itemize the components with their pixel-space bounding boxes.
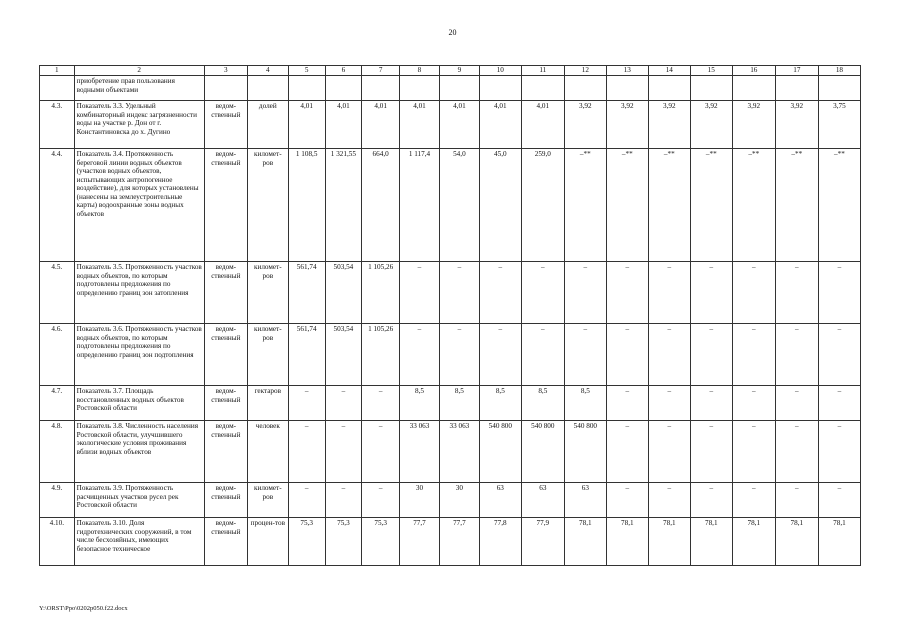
table-row: [40, 262, 861, 324]
indicator-source: ведом-ственный: [204, 262, 247, 324]
value-cell: 30: [400, 483, 440, 518]
value-cell: –**: [818, 149, 860, 262]
value-cell: 63: [521, 483, 564, 518]
value-cell: –: [775, 324, 818, 386]
value-cell: 664,0: [362, 149, 400, 262]
value-cell: –: [690, 262, 732, 324]
value-cell: –: [400, 262, 440, 324]
value-cell: 8,5: [479, 386, 521, 421]
value-cell: 503,54: [325, 262, 362, 324]
unit-of-measure: процен-тов: [247, 518, 288, 566]
value-cell: 3,92: [606, 101, 648, 149]
value-cell: 503,54: [325, 324, 362, 386]
table-body: [40, 66, 861, 566]
value-cell: –: [479, 324, 521, 386]
value-cell: 4,01: [439, 101, 479, 149]
value-cell: 4,01: [288, 101, 325, 149]
value-cell: 4,01: [479, 101, 521, 149]
column-header-9: 9: [439, 66, 479, 76]
value-cell: 8,5: [521, 386, 564, 421]
value-cell: 75,3: [288, 518, 325, 566]
column-header-16: 16: [732, 66, 775, 76]
value-cell: 54,0: [439, 149, 479, 262]
value-cell: [564, 76, 606, 101]
value-cell: –: [818, 483, 860, 518]
value-cell: [521, 76, 564, 101]
value-cell: 63: [564, 483, 606, 518]
value-cell: –: [818, 262, 860, 324]
value-cell: 75,3: [362, 518, 400, 566]
indicator-name: Показатель 3.7. Площадь восстановленных водных объектов Ростовской области: [74, 386, 204, 421]
value-cell: –: [818, 324, 860, 386]
value-cell: [400, 76, 440, 101]
value-cell: 8,5: [439, 386, 479, 421]
unit-of-measure: [247, 76, 288, 101]
value-cell: 540 800: [479, 421, 521, 483]
column-header-8: 8: [400, 66, 440, 76]
value-cell: –: [288, 483, 325, 518]
value-cell: –: [648, 483, 690, 518]
row-number: 4.9.: [40, 483, 75, 518]
indicator-name: Показатель 3.5. Протяженность участков водных объектов, по которым подготовлены предложения по определению границ зон затопления: [74, 262, 204, 324]
value-cell: 1 105,26: [362, 324, 400, 386]
value-cell: 78,1: [690, 518, 732, 566]
indicator-source: ведом-ственный: [204, 324, 247, 386]
value-cell: 30: [439, 483, 479, 518]
column-header-5: 5: [288, 66, 325, 76]
page-number: 20: [448, 28, 457, 37]
value-cell: –**: [648, 149, 690, 262]
value-cell: 3,92: [564, 101, 606, 149]
value-cell: 8,5: [564, 386, 606, 421]
value-cell: 540 800: [564, 421, 606, 483]
value-cell: 3,92: [732, 101, 775, 149]
value-cell: –**: [564, 149, 606, 262]
indicator-source: ведом-ственный: [204, 518, 247, 566]
value-cell: 561,74: [288, 262, 325, 324]
value-cell: [362, 76, 400, 101]
column-header-11: 11: [521, 66, 564, 76]
value-cell: –: [648, 386, 690, 421]
value-cell: –**: [732, 149, 775, 262]
value-cell: [325, 76, 362, 101]
value-cell: [775, 76, 818, 101]
value-cell: 77,7: [400, 518, 440, 566]
value-cell: –: [564, 324, 606, 386]
indicator-source: [204, 76, 247, 101]
value-cell: 77,8: [479, 518, 521, 566]
value-cell: 33 063: [439, 421, 479, 483]
value-cell: 78,1: [732, 518, 775, 566]
value-cell: –: [439, 262, 479, 324]
value-cell: 78,1: [818, 518, 860, 566]
table-row: [40, 149, 861, 262]
value-cell: 540 800: [521, 421, 564, 483]
value-cell: –: [818, 386, 860, 421]
value-cell: –: [775, 421, 818, 483]
indicator-source: ведом-ственный: [204, 386, 247, 421]
value-cell: 77,9: [521, 518, 564, 566]
value-cell: –: [648, 421, 690, 483]
value-cell: 3,75: [818, 101, 860, 149]
indicator-name: Показатель 3.9. Протяженность расчищенных участков русел рек Ростовской области: [74, 483, 204, 518]
column-header-14: 14: [648, 66, 690, 76]
row-number: 4.5.: [40, 262, 75, 324]
footer-file-path: Y:\ORST\Ppo\0202p050.f22.docx: [39, 605, 128, 612]
value-cell: [288, 76, 325, 101]
value-cell: –: [690, 483, 732, 518]
table-row: [40, 518, 861, 566]
indicator-source: ведом-ственный: [204, 101, 247, 149]
indicator-name: приобретение прав пользования водными объектами: [74, 76, 204, 101]
value-cell: 561,74: [288, 324, 325, 386]
table-row: [40, 421, 861, 483]
value-cell: –: [400, 324, 440, 386]
unit-of-measure: человек: [247, 421, 288, 483]
value-cell: [439, 76, 479, 101]
column-header-15: 15: [690, 66, 732, 76]
value-cell: 1 105,26: [362, 262, 400, 324]
column-header-4: 4: [247, 66, 288, 76]
value-cell: 78,1: [648, 518, 690, 566]
value-cell: –: [288, 386, 325, 421]
value-cell: [606, 76, 648, 101]
value-cell: –: [690, 421, 732, 483]
column-header-3: 3: [204, 66, 247, 76]
unit-of-measure: километ-ров: [247, 149, 288, 262]
value-cell: –**: [690, 149, 732, 262]
value-cell: –: [732, 421, 775, 483]
value-cell: 78,1: [606, 518, 648, 566]
value-cell: –: [818, 421, 860, 483]
value-cell: –: [606, 421, 648, 483]
value-cell: –: [606, 483, 648, 518]
value-cell: –: [362, 421, 400, 483]
indicator-source: ведом-ственный: [204, 149, 247, 262]
value-cell: [479, 76, 521, 101]
value-cell: –: [775, 262, 818, 324]
value-cell: –: [732, 262, 775, 324]
value-cell: 77,7: [439, 518, 479, 566]
column-header-2: 2: [74, 66, 204, 76]
row-number: 4.10.: [40, 518, 75, 566]
value-cell: 259,0: [521, 149, 564, 262]
unit-of-measure: километ-ров: [247, 324, 288, 386]
value-cell: –: [362, 386, 400, 421]
value-cell: –: [732, 483, 775, 518]
row-number: 4.7.: [40, 386, 75, 421]
value-cell: 3,92: [648, 101, 690, 149]
value-cell: 4,01: [362, 101, 400, 149]
value-cell: [690, 76, 732, 101]
table-row: [40, 483, 861, 518]
value-cell: 1 117,4: [400, 149, 440, 262]
value-cell: –: [606, 262, 648, 324]
indicator-source: ведом-ственный: [204, 483, 247, 518]
column-header-17: 17: [775, 66, 818, 76]
row-number: 4.4.: [40, 149, 75, 262]
value-cell: –: [775, 483, 818, 518]
column-header-18: 18: [818, 66, 860, 76]
value-cell: 78,1: [564, 518, 606, 566]
table-row: [40, 76, 861, 101]
value-cell: –: [732, 324, 775, 386]
column-header-13: 13: [606, 66, 648, 76]
value-cell: 45,0: [479, 149, 521, 262]
value-cell: –: [648, 262, 690, 324]
column-header-7: 7: [362, 66, 400, 76]
value-cell: 3,92: [690, 101, 732, 149]
row-number: 4.3.: [40, 101, 75, 149]
unit-of-measure: километ-ров: [247, 483, 288, 518]
table-row: [40, 324, 861, 386]
value-cell: –: [362, 483, 400, 518]
value-cell: –: [690, 324, 732, 386]
unit-of-measure: долей: [247, 101, 288, 149]
row-number: 4.6.: [40, 324, 75, 386]
value-cell: 1 321,55: [325, 149, 362, 262]
value-cell: –: [564, 262, 606, 324]
value-cell: 75,3: [325, 518, 362, 566]
indicator-name: Показатель 3.4. Протяженность береговой линии водных объектов (участков водных объектов, испытывающих антропогенное воздействие), для которых установлены (нанесены на землеустроительные карты) водоохранные зоны водных объектов: [74, 149, 204, 262]
value-cell: 3,92: [775, 101, 818, 149]
value-cell: –: [690, 386, 732, 421]
table-row: [40, 101, 861, 149]
value-cell: –: [606, 324, 648, 386]
value-cell: 63: [479, 483, 521, 518]
value-cell: 4,01: [325, 101, 362, 149]
value-cell: –**: [606, 149, 648, 262]
value-cell: –: [325, 421, 362, 483]
value-cell: –: [775, 386, 818, 421]
value-cell: 1 108,5: [288, 149, 325, 262]
value-cell: –: [288, 421, 325, 483]
value-cell: 33 063: [400, 421, 440, 483]
value-cell: 78,1: [775, 518, 818, 566]
table-row: [40, 386, 861, 421]
indicators-table: [39, 65, 861, 566]
row-number: 4.8.: [40, 421, 75, 483]
value-cell: 8,5: [400, 386, 440, 421]
value-cell: [648, 76, 690, 101]
indicator-name: Показатель 3.6. Протяженность участков водных объектов, по которым подготовлены предложения по определению границ зон подтопления: [74, 324, 204, 386]
value-cell: –: [479, 262, 521, 324]
value-cell: –: [606, 386, 648, 421]
header-row: [40, 66, 861, 76]
column-header-12: 12: [564, 66, 606, 76]
indicator-source: ведом-ственный: [204, 421, 247, 483]
column-header-6: 6: [325, 66, 362, 76]
value-cell: –: [439, 324, 479, 386]
indicator-name: Показатель 3.3. Удельный комбинаторный индекс загрязненности воды на участке р. Дон от г. Константиновска до х. Дугино: [74, 101, 204, 149]
column-header-1: 1: [40, 66, 75, 76]
value-cell: –: [648, 324, 690, 386]
value-cell: [818, 76, 860, 101]
value-cell: –: [325, 386, 362, 421]
indicator-name: Показатель 3.8. Численность населения Ростовской области, улучшившего экологические условия проживания вблизи водных объектов: [74, 421, 204, 483]
unit-of-measure: гектаров: [247, 386, 288, 421]
column-header-10: 10: [479, 66, 521, 76]
value-cell: –: [325, 483, 362, 518]
value-cell: 4,01: [521, 101, 564, 149]
value-cell: –: [521, 324, 564, 386]
value-cell: –: [732, 386, 775, 421]
value-cell: [732, 76, 775, 101]
unit-of-measure: километ-ров: [247, 262, 288, 324]
value-cell: –**: [775, 149, 818, 262]
row-number: [40, 76, 75, 101]
value-cell: 4,01: [400, 101, 440, 149]
indicator-name: Показатель 3.10. Доля гидротехнических сооружений, в том числе бесхозяйных, имеющих безопасное техническое: [74, 518, 204, 566]
value-cell: –: [521, 262, 564, 324]
